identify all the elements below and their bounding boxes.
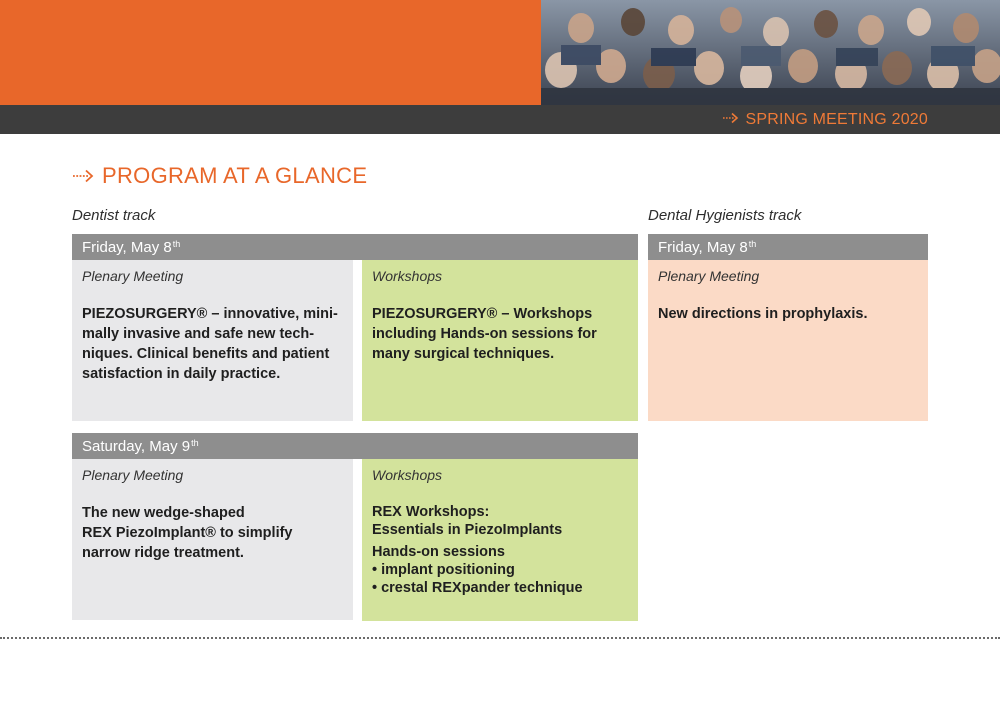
friday-plenary-description [82,304,343,384]
session-type-label: Workshops [372,467,443,483]
description-line: REX PiezoImplant® to simplify [82,525,293,541]
session-type-label: Plenary Meeting [658,268,760,284]
description-line: narrow ridge treatment. [82,545,244,561]
description-line: many surgical techniques. [372,346,555,362]
description-line: Essentials in PiezoImplants [372,522,563,538]
friday-workshops-cell [362,260,638,421]
hygienist-friday-day-bar [648,234,928,260]
friday-workshops-description [372,304,628,364]
description-line: • crestal REXpander technique [372,580,583,596]
friday-day-suffix: th [172,239,181,249]
description-line: • implant positioning [372,562,515,578]
header-orange-block [0,0,541,105]
description-line: PIEZOSURGERY® – innovative, mini- [82,306,338,322]
session-type-label: Workshops [372,268,443,284]
hygienist-plenary-description [658,304,918,324]
session-type-label: Plenary Meeting [82,467,184,483]
friday-day-bar [72,234,638,260]
saturday-plenary-description [82,503,343,563]
dentist-track-label: Dentist track [72,207,156,224]
friday-day-label: Friday, May 8 [82,238,172,256]
dotted-arrow-icon [722,111,740,129]
event-label [722,110,928,130]
hygienist-plenary-cell [648,260,928,421]
saturday-workshops-cell [362,459,638,621]
description-line: The new wedge-shaped [82,505,245,521]
description-line: PIEZOSURGERY® – Workshops [372,306,593,322]
event-label-text: SPRING MEETING 2020 [745,111,928,128]
section-title [72,163,367,189]
description-line: Hands-on sessions [372,544,505,560]
description-line: mally invasive and safe new tech- [82,326,315,342]
description-line: REX Workshops: [372,504,490,520]
hygienist-friday-day-suffix: th [748,239,757,249]
session-type-label: Plenary Meeting [82,268,184,284]
description-line: niques. Clinical benefits and patient [82,346,330,362]
description-line: including Hands-on sessions for [372,326,597,342]
saturday-day-suffix: th [191,438,199,448]
section-title-text: PROGRAM AT A GLANCE [102,163,368,188]
description-line: satisfaction in daily practice. [82,366,281,382]
saturday-day-bar [72,433,638,459]
saturday-plenary-cell [72,459,353,620]
conference-audience-photo [541,0,1000,105]
description-line: New directions in prophylaxis. [658,306,868,322]
dotted-arrow-icon [72,163,96,189]
saturday-day-label: Saturday, May 9 [82,437,191,455]
hygienist-track-label: Dental Hygienists track [648,207,802,224]
friday-plenary-cell [72,260,353,421]
dotted-divider [0,637,1000,639]
hygienist-friday-day-label: Friday, May 8 [658,238,748,256]
saturday-workshops-description [372,503,628,597]
